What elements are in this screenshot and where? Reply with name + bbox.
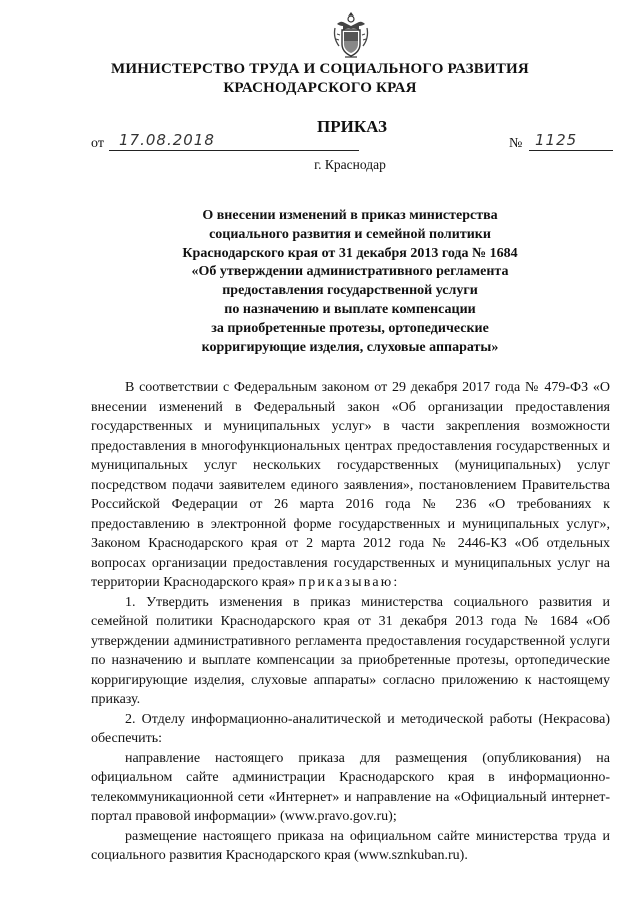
subject-line: Краснодарского края от 31 декабря 2013 года № 1684 xyxy=(182,245,518,261)
order-word: приказываю: xyxy=(298,575,400,590)
date-underline xyxy=(109,150,359,151)
date-label: от xyxy=(91,136,104,151)
subject-line: О внесении изменений в приказ министерства xyxy=(202,208,498,223)
subject-line: «Об утверждении административного регламента xyxy=(191,264,509,280)
subject-line: за приобретенные протезы, ортопедические xyxy=(211,320,489,336)
subject-line: по назначению и выплате компенсации xyxy=(224,301,476,317)
ministry-name-line2: КРАСНОДАРСКОГО КРАЯ xyxy=(223,80,417,96)
subject-line: корригирующие изделия, слуховые аппараты» xyxy=(201,339,499,355)
subject-line: предоставления государственной услуги xyxy=(222,283,478,299)
ministry-name-line1: МИНИСТЕРСТВО ТРУДА И СОЦИАЛЬНОГО РАЗВИТИЯ xyxy=(111,61,529,77)
handwritten-date: 17.08.2018 xyxy=(119,131,215,149)
preamble-text: В соответствии с Федеральным законом от 29 декабря 2017 года № 479-ФЗ «О внесении изменений в Федеральный закон «Об организации предоставления государственных и муниципальных услуг» в части закрепления возможности предоставления в многофункциональных центрах предоставления государственных и муниципальных услуг нескольких государственных (муниципальных) услуг посредством подачи заявителем единого заявления», постановлением Правительства Российской Федерации от 26 марта 2016 года № 236 «О требованиях к предоставлению в электронной форме государственных и муниципальных услуг», Законом Краснодарского края от 2 марта 2012 года № 2446-КЗ «Об отдельных вопросах организации предоставления государственных и муниципальных услуг на территории Краснодарского края» xyxy=(91,380,610,590)
city-line: г. Краснодар xyxy=(314,157,386,172)
preamble-paragraph xyxy=(91,378,610,593)
handwritten-number: 1125 xyxy=(535,131,578,149)
coat-of-arms-icon xyxy=(331,10,371,60)
order-date-number-row xyxy=(91,133,611,153)
item-2a-paragraph: направление настоящего приказа для размещения (опубликования) на официальном сайте администрации Краснодарского края в информационно-телекоммуникационной сети «Интернет» и направление на «Официальный интернет-портал правовой информации» (www.pravo.gov.ru); xyxy=(91,750,610,824)
item-2-paragraph: 2. Отделу информационно-аналитической и методической работы (Некрасова) обеспечить: xyxy=(91,711,610,746)
number-underline xyxy=(529,150,613,151)
order-body xyxy=(91,378,610,866)
order-subject xyxy=(0,207,640,357)
item-2b-paragraph: размещение настоящего приказа на официальном сайте министерства труда и социального развития Краснодарского края (www.sznkuban.ru). xyxy=(91,828,610,863)
order-title: ПРИКАЗ xyxy=(317,117,387,136)
item-1-paragraph: 1. Утвердить изменения в приказ министерства социального развития и семейной политики Краснодарского края от 31 декабря 2013 года № 1684 «Об утверждении административного регламента предоставления государственной услуги по назначению и выплате компенсации за приобретенные протезы, ортопедические корригирующие изделия, слуховые аппараты» согласно приложению к настоящему приказу. xyxy=(91,594,610,707)
subject-line: социального развития и семейной политики xyxy=(209,226,491,242)
number-label: № xyxy=(509,136,523,151)
